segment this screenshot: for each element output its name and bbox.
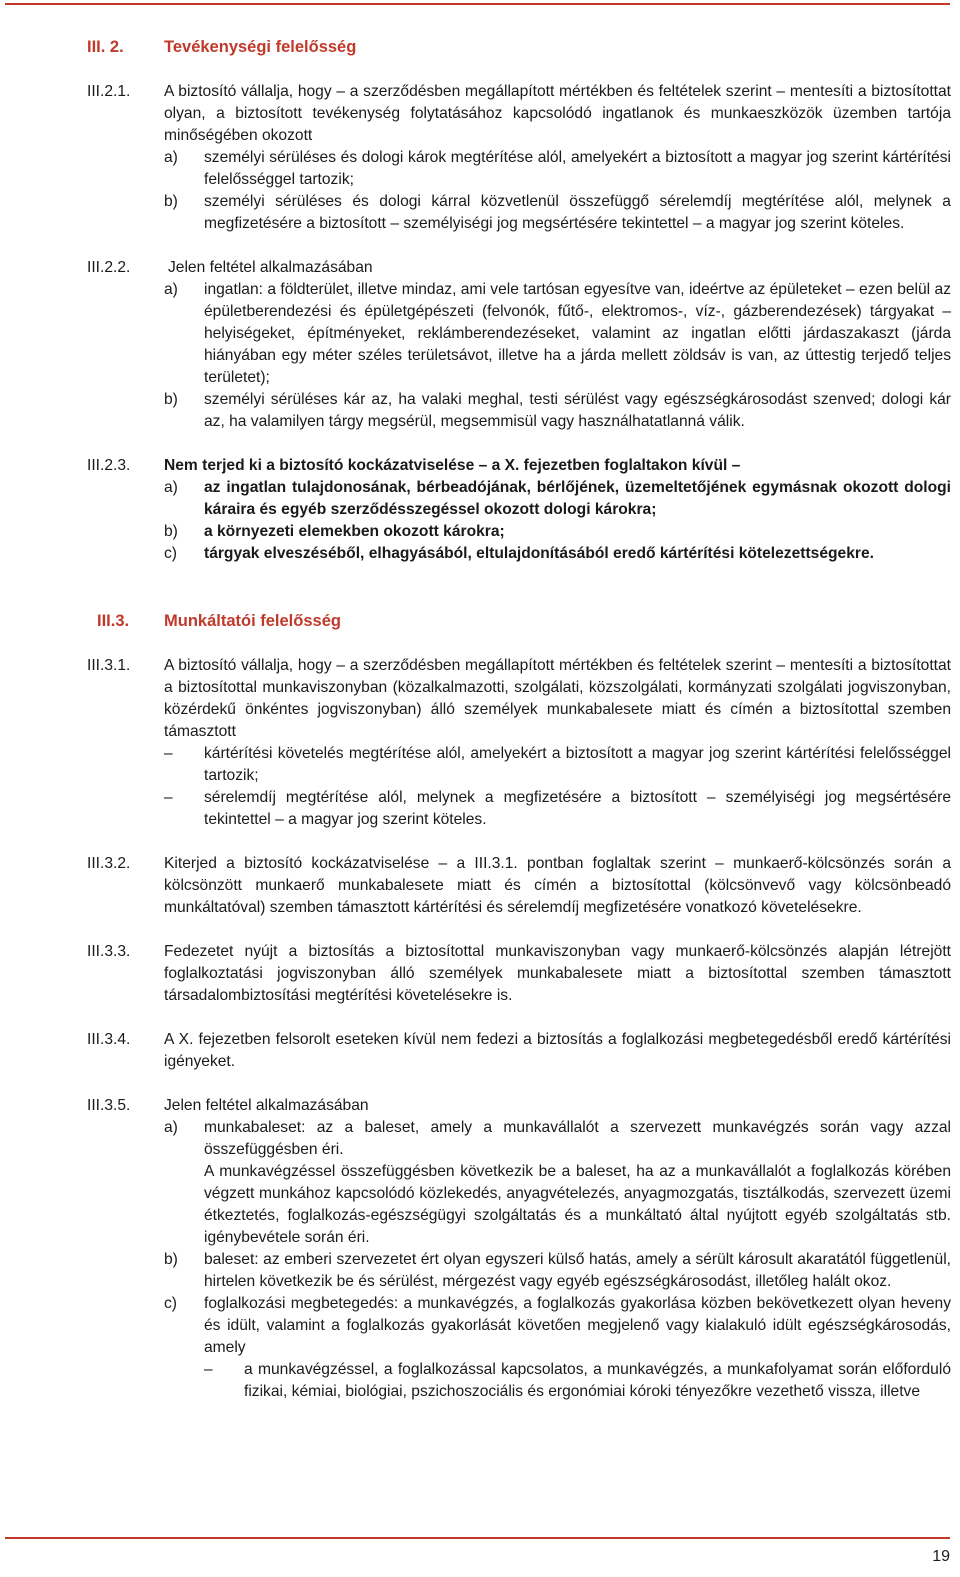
item-marker: a) [164,1119,178,1136]
clause-number: III.3.3. [87,943,131,960]
item-marker: c) [164,1295,177,1312]
item-marker: b) [164,523,178,540]
item-marker: b) [164,1251,178,1268]
section-title: Munkáltatói felelősség [164,612,341,630]
item-text: tárgyak elveszéséből, elhagyásából, eltulajdonításából eredő kártérítési kötelezettségekre. [204,545,874,562]
list-item [164,1249,951,1293]
clause-intro: A biztosító vállalja, hogy – a szerződésben megállapított mértékben és feltételek szerint – mentesíti a biztosítottat a biztosítottal munkaviszonyban (közalkalmazotti, szolgálati, közszolgálati, kormányzati szolgálati jogviszonyban, közérdekű önkéntes jogviszonyban) álló személyek munkabalesete miatt és címén a biztosítottal szemben támasztott [164,657,951,740]
clause-number: III.2.3. [87,457,131,474]
item-text: személyi sérüléses és dologi kárral közvetlenül összefüggő sérelemdíj megtérítése alól, melynek a megfizetésére a biztosított – személyiségi jog megsértésére tekintettel – a magyar jog szerint köteles. [204,193,951,232]
item-text: az ingatlan tulajdonosának, bérbeadójának, bérlőjének, üzemeltetőjének egymásnak okozott dologi káraira és egyéb szerződésszegéssel okozott dologi károkra; [204,479,951,518]
clause-text: A X. fejezetben felsorolt eseteken kívül nem fedezi a biztosítás a foglalkozási megbetegedésből eredő kártérítési igényeket. [164,1031,951,1070]
item-text: személyi sérüléses kár az, ha valaki meghal, testi sérülést vagy egészségkárosodást szenved; dologi kár az, ha valamilyen tárgy megsérül, megsemmisül vagy használhatatlanná válik. [204,391,951,430]
sub-list-item [204,1359,951,1403]
list-item [164,521,951,543]
bottom-rule [5,1537,950,1539]
clause-III-3-1 [87,655,951,831]
section-title: Tevékenységi felelősség [164,38,357,56]
list-item [164,543,951,565]
clause-number: III.3.5. [87,1097,131,1114]
item-marker: – [204,1361,213,1378]
item-marker: – [164,745,173,762]
clause-III-3-2 [87,853,951,919]
item-text: A munkavégzéssel összefüggésben következik be a baleset, ha az a munkavállalót a foglalkozás körében végzett munkához kapcsolódó közlekedés, anyagvételezés, anyagmozgatás, tisztálkodás, szervezett üzemi étkeztetés, foglalkozás-egészségügyi szolgáltatás és a munkáltató által nyújtott egyéb szolgáltatás stb. igénybevétele során éri. [204,1163,951,1246]
item-text: a munkavégzéssel, a foglalkozással kapcsolatos, a munkavégzés, a munkafolyamat során előforduló fizikai, kémiai, biológiai, pszichoszociális és ergonómiai kóroki tényezőkre vezethető vissza, illetve [244,1361,951,1400]
clause-III-3-3 [87,941,951,1007]
item-text: baleset: az emberi szervezetet ért olyan egyszeri külső hatás, amely a sérült károsult akaratától függetlenül, hirtelen következik be és sérülést, mérgezést vagy egyéb egészségkárosodást, illetőleg halált okoz. [204,1251,951,1290]
item-text: foglalkozási megbetegedés: a munkavégzés, a foglalkozás gyakorlása közben bekövetkezett olyan heveny és idült, valamint a foglalkozás gyakorlását követően megjelenő vagy kialakuló idült egészségkárosodás, amely [204,1295,951,1356]
clause-text: Fedezetet nyújt a biztosítás a biztosítottal munkaviszonyban vagy munkaerő-kölcsönzés alapján létrejött foglalkoztatási jogviszonyban álló személyek munkabalesete miatt a biztosítottal szemben támasztott társadalombiztosítási megtérítési követelésekre is. [164,943,951,1004]
item-marker: b) [164,193,178,210]
clause-number: III.3.4. [87,1031,131,1048]
list-item [164,147,951,191]
clause-III-2-1 [87,81,951,235]
item-marker: b) [164,391,178,408]
item-marker: a) [164,281,178,298]
list-item [164,279,951,389]
clause-intro: Nem terjed ki a biztosító kockázatviselése – a X. fejezetben foglaltakon kívül – [164,457,741,474]
list-item [164,743,951,787]
clause-intro: A biztosító vállalja, hogy – a szerződésben megállapított mértékben és feltételek szerint – mentesíti a biztosítottat olyan, a biztosított tevékenység folytatásához kapcsolódó ingatlanok és munkaeszközök üzemben tartója minőségében okozott [164,83,951,144]
clause-intro: Jelen feltétel alkalmazásában [168,259,373,276]
list-item [164,1117,951,1249]
clause-III-3-4 [87,1029,951,1073]
section-heading-tevekenysegi [87,35,951,59]
clause-III-2-2 [87,257,951,433]
clause-text: Kiterjed a biztosító kockázatviselése – a III.3.1. pontban foglaltak szerint – munkaerő-kölcsönzés során a kölcsönzött munkaerő munkabalesete miatt és címén a biztosítottal (kölcsönvevő vagy kölcsönbeadó munkáltatóval) szemben támasztott kártérítési és sérelemdíj megfizetésére vonatkozó követelésekre. [164,855,951,916]
section-heading-munkaltatoi [87,609,951,633]
document-body [87,35,951,1403]
item-text: ingatlan: a földterület, illetve mindaz, ami vele tartósan egyesítve van, ideértve az épületeket – ezen belül az épületberendezési és épületgépészeti (felvonók, fűtő-, elektromos-, víz-, gázberendezések) tárgyakat – helyiségeket, építményeket, reklámberendezéseket, valamint az ingatlan előtti járdaszakaszt (járda hiányában egy méter széles területsávot, illetve ha a járda mellett zöldsáv is van, az úttestig terjedő teljes területet); [204,281,951,386]
page-number: 19 [932,1548,950,1565]
item-text: személyi sérüléses és dologi károk megtérítése alól, amelyekért a biztosított a magyar jog szerint kártérítési felelősséggel tartozik; [204,149,951,188]
clause-III-2-3 [87,455,951,565]
list-item [164,191,951,235]
item-marker: – [164,789,173,806]
list-item [164,477,951,521]
item-text: munkabaleset: az a baleset, amely a munkavállalót a szervezett munkavégzés során vagy azzal összefüggésben éri. [204,1119,951,1158]
list-item [164,1293,951,1403]
item-text: sérelemdíj megtérítése alól, melynek a megfizetésére a biztosított – személyiségi jog megsértésére tekintettel – a magyar jog szerint köteles. [204,789,951,828]
item-marker: a) [164,149,178,166]
clause-number: III.2.1. [87,83,131,100]
clause-number: III.3.2. [87,855,131,872]
item-marker: c) [164,545,177,562]
clause-III-3-5 [87,1095,951,1403]
item-marker: a) [164,479,178,496]
section-number: III. 2. [87,38,124,56]
list-item [164,389,951,433]
clause-number: III.3.1. [87,657,131,674]
list-item [164,787,951,831]
clause-intro: Jelen feltétel alkalmazásában [164,1097,369,1114]
clause-number: III.2.2. [87,259,131,276]
item-text: a környezeti elemekben okozott károkra; [204,523,505,540]
section-number: III.3. [97,612,130,630]
top-rule [5,3,950,5]
item-text: kártérítési követelés megtérítése alól, amelyekért a biztosított a magyar jog szerint kártérítési felelősséggel tartozik; [204,745,951,784]
